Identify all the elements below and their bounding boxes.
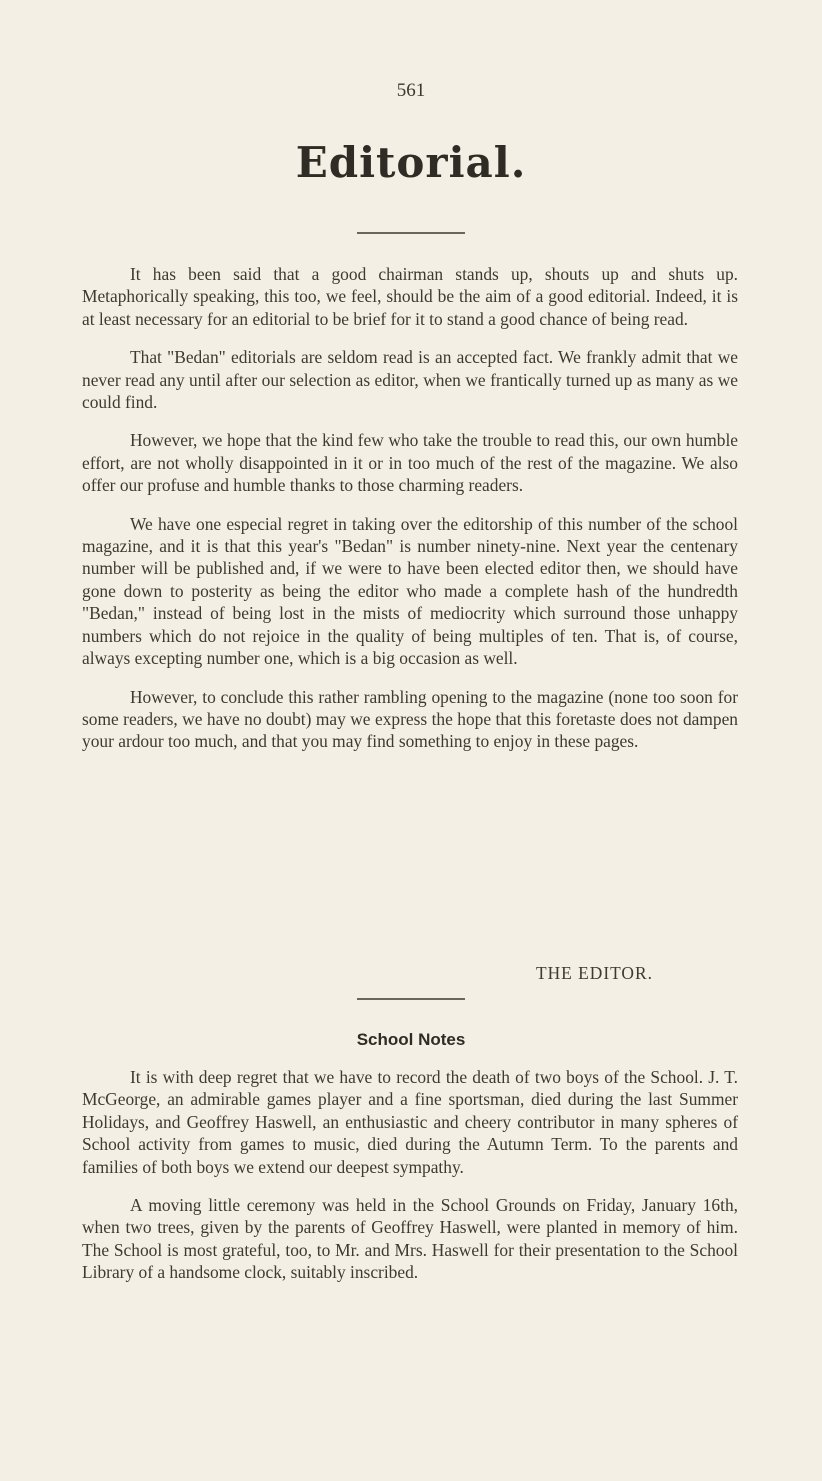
editorial-paragraph: We have one especial regret in taking over the editorship of this number of the school magazine, and it is that this year's "Bedan" is number ninety-nine. Next year the centenary number will be published and, if we were to have been elected editor then, we should have gone down to posterity as being the editor who made a complete hash of the hundredth "Bedan," instead of being lost in the mists of mediocrity which surround those unhappy numbers which do not rejoice in the quality of being multiples of ten. That is, of course, always excepting number one, which is a big occasion as well. xyxy=(82,513,738,669)
divider-rule xyxy=(357,998,465,1000)
editorial-paragraph: However, to conclude this rather rambling opening to the magazine (none too soon for some readers, we have no doubt) may we express the hope that this foretaste does not dampen your ardour too much, and that you may find something to enjoy in these pages. xyxy=(82,686,738,752)
editorial-heading: Editorial. xyxy=(295,138,527,187)
divider-rule xyxy=(357,232,465,234)
page-number: 561 xyxy=(396,80,426,101)
school-notes-title: School Notes xyxy=(356,1030,466,1049)
school-notes-paragraph: A moving little ceremony was held in the School Grounds on Friday, January 16th, when two trees, given by the parents of Geoffrey Haswell, were planted in memory of him. The School is most grateful, too, to Mr. and Mrs. Haswell for their presentation to the School Library of a handsome clock, suitably inscribed. xyxy=(82,1195,738,1283)
school-notes-paragraph: It is with deep regret that we have to record the death of two boys of the School. J. T. McGeorge, an admirable games player and a fine sportsman, died during the last Summer Holidays, and Geoffrey Haswell, an enthusiastic and cheery contributor in many spheres of School activity from games to music, died during the Autumn Term. To the parents and families of both boys we extend our deepest sympathy. xyxy=(82,1067,738,1177)
editorial-paragraph: That "Bedan" editorials are seldom read is an accepted fact. We frankly admit that we never read any until after our selection as editor, when we frantically turned up as many as we could find. xyxy=(82,347,738,413)
editor-signature: THE EDITOR. xyxy=(536,963,653,983)
editorial-body xyxy=(82,263,738,769)
editorial-paragraph: It has been said that a good chairman stands up, shouts up and shuts up. Metaphorically speaking, this too, we feel, should be the aim of a good editorial. Indeed, it is at least necessary for an editorial to be brief for it to stand a good chance of being read. xyxy=(82,264,738,329)
school-notes-body xyxy=(82,1066,738,1300)
editorial-paragraph: However, we hope that the kind few who take the trouble to read this, our own humble effort, are not wholly disappointed in it or in too much of the rest of the magazine. We also offer our profuse and humble thanks to those charming readers. xyxy=(82,430,738,496)
